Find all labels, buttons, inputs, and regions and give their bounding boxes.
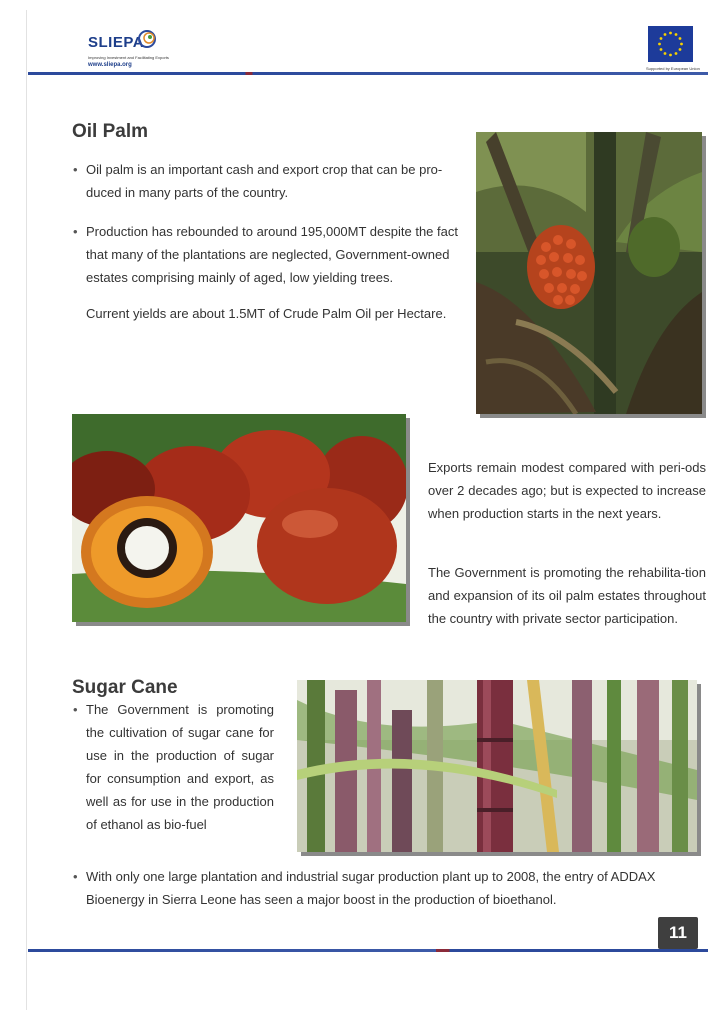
bullet-text: Oil palm is an important cash and export crop that can be pro-duced in many parts of the country. [86,162,443,200]
page-number: 11 [658,917,698,949]
bullet-text: The Government is promoting the cultivation of sugar cane for use in the production of sugar for consumption and export, as well as for use in the production of ethanol as bio-fuel [86,702,274,832]
logo-tagline: Improving Investment and Facilitating Exports [88,55,169,60]
swirl-icon [136,28,160,50]
bullet-dot: • [73,702,78,717]
sugar-cane-photo [297,680,697,852]
oil-palm-bullet-1 [73,158,466,204]
exports-paragraph: Exports remain modest compared with peri-ods over 2 decades ago; but is expected to increase when production starts in the next years. [428,460,706,521]
sugar-cane-bullet-1 [73,698,274,836]
bullet-text: Production has rebounded to around 195,000MT despite the fact that many of the plantations are neglected, Government-owned estates comprising mainly of aged, low yielding trees. [86,224,458,285]
logo-url: www.sliepa.org [88,62,132,68]
bullet-dot: • [73,224,78,239]
oil-palm-bullet-2 [73,220,466,289]
logo-name: SLIEPA [88,34,145,51]
government-paragraph: The Government is promoting the rehabilita-tion and expansion of its oil palm estates throughout the country with private sector participation. [428,565,706,626]
header-divider [28,72,708,75]
oil-palm-tree-photo [476,132,702,414]
sugar-cane-heading: Sugar Cane [72,677,178,698]
yield-paragraph: Current yields are about 1.5MT of Crude Palm Oil per Hectare. [86,306,447,321]
eu-emblem [646,26,700,74]
eu-caption: Supported by European Union [646,66,700,71]
sliepa-logo [88,28,198,76]
eu-flag-icon [648,26,693,62]
bullet-dot: • [73,162,78,177]
bullet-text: With only one large plantation and industrial sugar production plant up to 2008, the entry of ADDAX Bioenergy in Sierra Leone has seen a major boost in the production of bioethanol. [86,869,656,907]
footer-divider [28,949,708,952]
palm-fruit-photo [72,414,406,622]
scan-edge [26,10,27,1010]
oil-palm-heading: Oil Palm [72,121,149,142]
sugar-cane-bullet-2 [73,865,706,911]
bullet-dot: • [73,869,78,884]
